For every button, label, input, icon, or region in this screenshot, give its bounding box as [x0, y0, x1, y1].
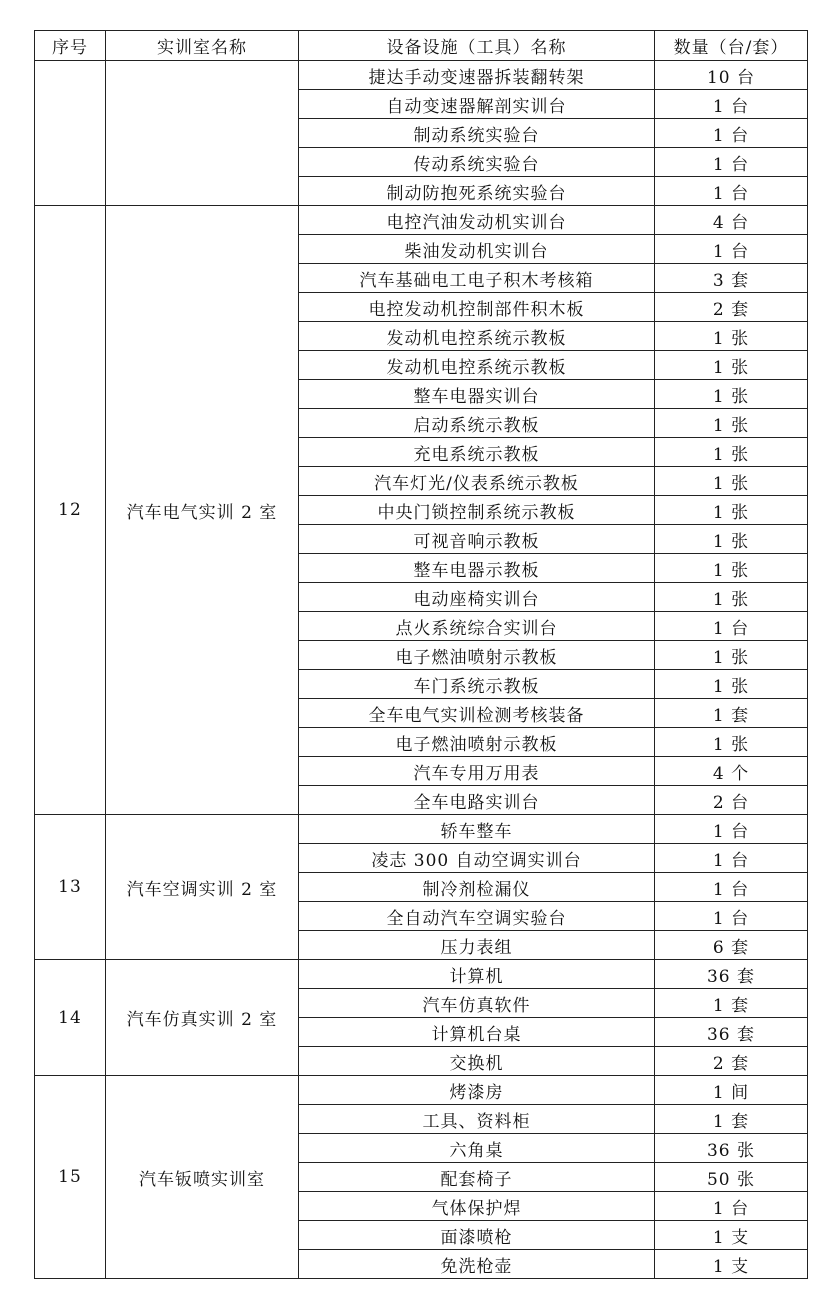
equipment-qty: 36 张 [655, 1134, 808, 1163]
equipment-name: 面漆喷枪 [299, 1221, 655, 1250]
equipment-name: 汽车基础电工电子积木考核箱 [299, 264, 655, 293]
room-name: 汽车电气实训 2 室 [106, 206, 299, 815]
equipment-qty: 1 张 [655, 554, 808, 583]
equipment-qty: 2 台 [655, 786, 808, 815]
equipment-name: 汽车专用万用表 [299, 757, 655, 786]
equipment-qty: 4 个 [655, 757, 808, 786]
equipment-qty: 1 张 [655, 438, 808, 467]
equipment-name: 压力表组 [299, 931, 655, 960]
equipment-name: 捷达手动变速器拆装翻转架 [299, 61, 655, 90]
table-body [35, 61, 808, 1279]
equipment-qty: 1 张 [655, 525, 808, 554]
equipment-qty: 1 台 [655, 148, 808, 177]
equipment-name: 整车电器示教板 [299, 554, 655, 583]
equipment-qty: 1 台 [655, 119, 808, 148]
equipment-name: 充电系统示教板 [299, 438, 655, 467]
equipment-qty: 1 张 [655, 351, 808, 380]
room-name: 汽车仿真实训 2 室 [106, 960, 299, 1076]
room-number [35, 61, 106, 206]
equipment-name: 交换机 [299, 1047, 655, 1076]
equipment-qty: 4 台 [655, 206, 808, 235]
equipment-name: 电子燃油喷射示教板 [299, 728, 655, 757]
equipment-name: 全车电气实训检测考核装备 [299, 699, 655, 728]
equipment-name: 免洗枪壶 [299, 1250, 655, 1279]
equipment-qty: 50 张 [655, 1163, 808, 1192]
equipment-name: 全车电路实训台 [299, 786, 655, 815]
equipment-qty: 2 套 [655, 293, 808, 322]
room-number: 12 [35, 206, 106, 815]
header-qty: 数量（台/套） [655, 31, 808, 61]
equipment-name: 电控发动机控制部件积木板 [299, 293, 655, 322]
equipment-table [34, 30, 808, 1279]
table-row [35, 1076, 808, 1105]
equipment-name: 发动机电控系统示教板 [299, 322, 655, 351]
equipment-name: 可视音响示教板 [299, 525, 655, 554]
equipment-qty: 1 张 [655, 641, 808, 670]
equipment-qty: 1 台 [655, 902, 808, 931]
table-row [35, 61, 808, 90]
equipment-qty: 1 张 [655, 583, 808, 612]
equipment-name: 电动座椅实训台 [299, 583, 655, 612]
equipment-name: 制冷剂检漏仪 [299, 873, 655, 902]
table-row [35, 206, 808, 235]
room-name: 汽车钣喷实训室 [106, 1076, 299, 1279]
equipment-qty: 1 台 [655, 844, 808, 873]
equipment-name: 工具、资料柜 [299, 1105, 655, 1134]
equipment-name: 汽车灯光/仪表系统示教板 [299, 467, 655, 496]
header-equipment: 设备设施（工具）名称 [299, 31, 655, 61]
equipment-name: 发动机电控系统示教板 [299, 351, 655, 380]
room-number: 14 [35, 960, 106, 1076]
equipment-name: 轿车整车 [299, 815, 655, 844]
equipment-name: 车门系统示教板 [299, 670, 655, 699]
equipment-name: 电子燃油喷射示教板 [299, 641, 655, 670]
equipment-name: 六角桌 [299, 1134, 655, 1163]
equipment-qty: 1 套 [655, 699, 808, 728]
equipment-qty: 1 台 [655, 90, 808, 119]
header-no: 序号 [35, 31, 106, 61]
equipment-qty: 2 套 [655, 1047, 808, 1076]
room-name: 汽车空调实训 2 室 [106, 815, 299, 960]
equipment-qty: 1 张 [655, 670, 808, 699]
equipment-qty: 1 支 [655, 1250, 808, 1279]
equipment-qty: 1 套 [655, 989, 808, 1018]
equipment-qty: 1 张 [655, 380, 808, 409]
room-number: 15 [35, 1076, 106, 1279]
equipment-name: 计算机 [299, 960, 655, 989]
equipment-name: 电控汽油发动机实训台 [299, 206, 655, 235]
room-number: 13 [35, 815, 106, 960]
equipment-name: 烤漆房 [299, 1076, 655, 1105]
header-room: 实训室名称 [106, 31, 299, 61]
equipment-qty: 3 套 [655, 264, 808, 293]
equipment-qty: 1 张 [655, 496, 808, 525]
equipment-name: 柴油发动机实训台 [299, 235, 655, 264]
equipment-name: 计算机台桌 [299, 1018, 655, 1047]
header-row [35, 31, 808, 61]
equipment-name: 全自动汽车空调实验台 [299, 902, 655, 931]
equipment-name: 制动系统实验台 [299, 119, 655, 148]
equipment-qty: 1 台 [655, 815, 808, 844]
equipment-qty: 1 张 [655, 728, 808, 757]
equipment-name: 自动变速器解剖实训台 [299, 90, 655, 119]
equipment-qty: 6 套 [655, 931, 808, 960]
equipment-name: 点火系统综合实训台 [299, 612, 655, 641]
equipment-qty: 1 台 [655, 1192, 808, 1221]
equipment-qty: 1 台 [655, 177, 808, 206]
equipment-qty: 1 间 [655, 1076, 808, 1105]
equipment-name: 制动防抱死系统实验台 [299, 177, 655, 206]
equipment-qty: 1 张 [655, 467, 808, 496]
equipment-qty: 36 套 [655, 960, 808, 989]
table-row [35, 960, 808, 989]
equipment-qty: 1 台 [655, 873, 808, 902]
equipment-name: 汽车仿真软件 [299, 989, 655, 1018]
equipment-name: 传动系统实验台 [299, 148, 655, 177]
room-name [106, 61, 299, 206]
equipment-qty: 1 支 [655, 1221, 808, 1250]
equipment-qty: 10 台 [655, 61, 808, 90]
equipment-qty: 1 台 [655, 612, 808, 641]
equipment-qty: 1 张 [655, 322, 808, 351]
table-header [35, 31, 808, 61]
equipment-name: 整车电器实训台 [299, 380, 655, 409]
equipment-name: 启动系统示教板 [299, 409, 655, 438]
table-row [35, 815, 808, 844]
equipment-qty: 1 台 [655, 235, 808, 264]
equipment-qty: 1 张 [655, 409, 808, 438]
equipment-name: 凌志 300 自动空调实训台 [299, 844, 655, 873]
equipment-qty: 36 套 [655, 1018, 808, 1047]
equipment-name: 气体保护焊 [299, 1192, 655, 1221]
equipment-name: 中央门锁控制系统示教板 [299, 496, 655, 525]
equipment-qty: 1 套 [655, 1105, 808, 1134]
equipment-name: 配套椅子 [299, 1163, 655, 1192]
